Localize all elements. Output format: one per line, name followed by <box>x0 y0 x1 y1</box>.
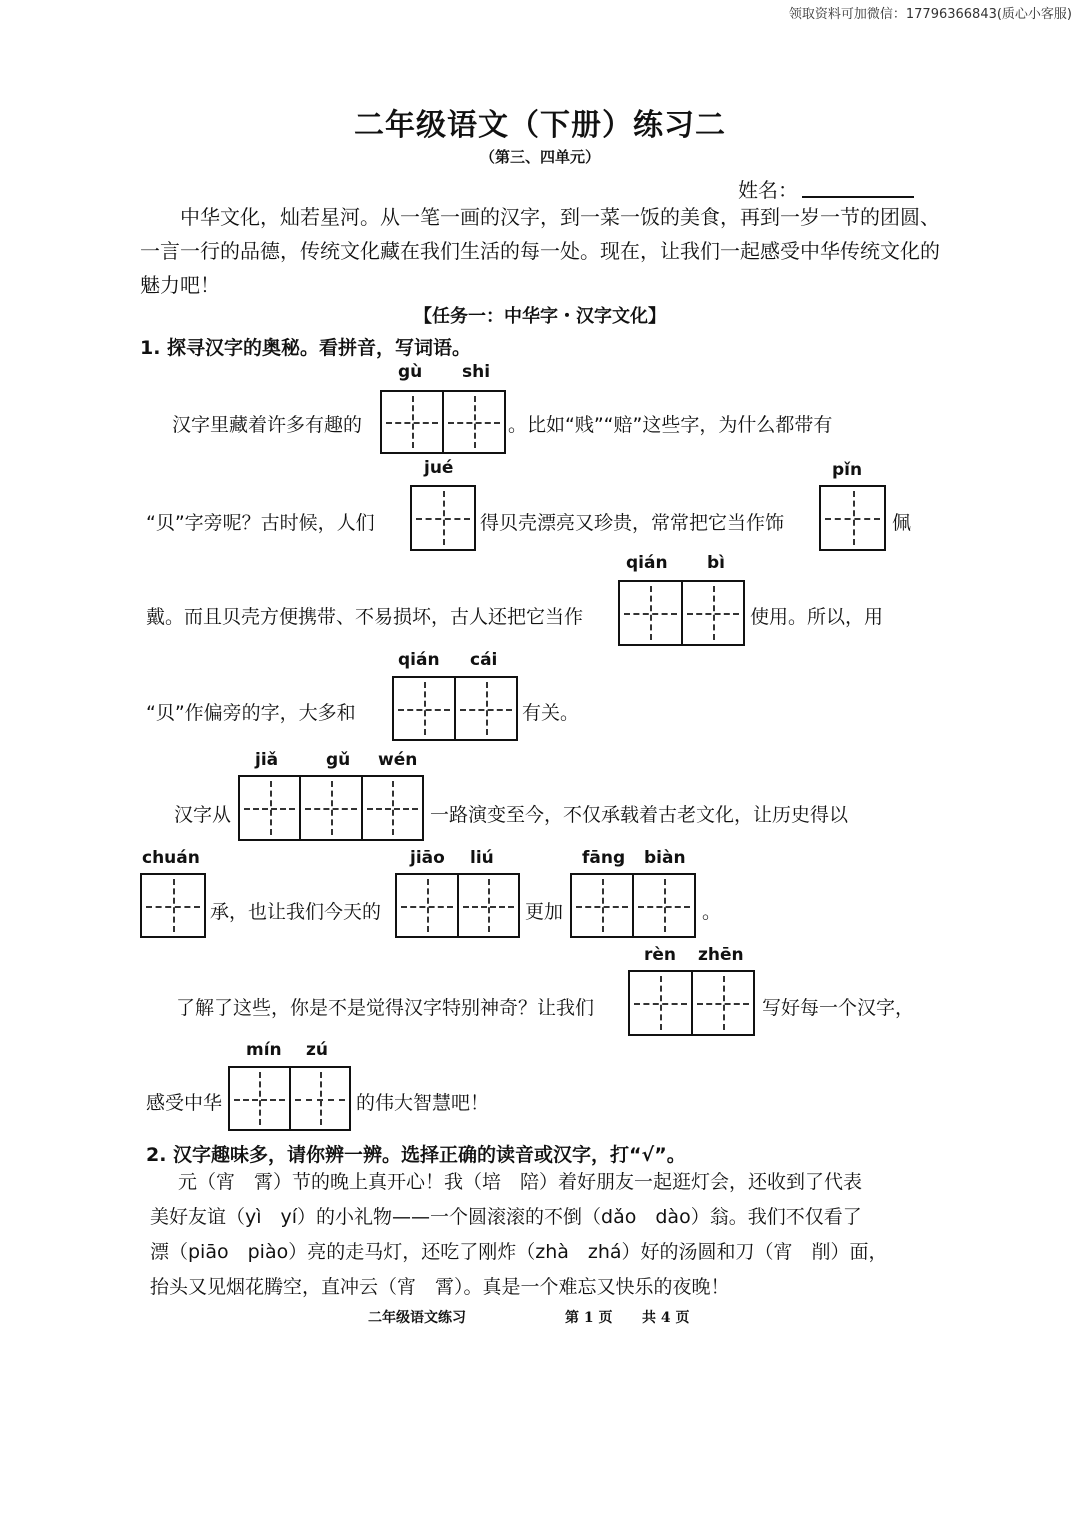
pinyin-liu: liú <box>470 848 494 868</box>
writing-grid-minzu[interactable] <box>228 1066 351 1131</box>
pinyin-gu: gù <box>398 362 423 382</box>
pinyin-jiao: jiāo <box>410 848 445 868</box>
name-blank[interactable] <box>802 196 914 198</box>
intro-paragraph: 中华文化，灿若星河。从一笔一画的汉字，到一菜一饭的美食，再到一岁一节的团圆、一言一行的品德，传统文化藏在我们生活的每一处。现在，让我们一起感受中华传统文化的魅力吧！ <box>140 205 940 297</box>
pinyin-fang: fāng <box>582 848 626 868</box>
sentence-text: 汉字里藏着许多有趣的 <box>172 414 363 436</box>
sentence-text: 承，也让我们今天的 <box>210 901 382 923</box>
pinyin-bi: bì <box>707 553 725 573</box>
writing-grid-gushi[interactable] <box>380 390 506 454</box>
pinyin-bian: biàn <box>644 848 686 868</box>
pinyin-zu: zú <box>306 1040 328 1060</box>
sentence-text: “贝”作偏旁的字，大多和 <box>146 702 356 724</box>
footer-label: 二年级语文练习 <box>368 1310 466 1326</box>
sentence-text: 戴。而且贝壳方便携带、不易损坏，古人还把它当作 <box>146 606 584 628</box>
sentence-text: 佩 <box>892 512 912 534</box>
pinyin-wen: wén <box>378 750 418 770</box>
page-number: 第 1 页 <box>565 1310 613 1326</box>
pinyin-qian: qián <box>398 650 440 670</box>
writing-grid-qiancai[interactable] <box>392 676 518 741</box>
pinyin-qian: qián <box>626 553 668 573</box>
sentence-text: 感受中华 <box>146 1092 223 1114</box>
sentence-text: 的伟大智慧吧！ <box>356 1092 490 1114</box>
pinyin-pin: pǐn <box>832 460 863 480</box>
pinyin-ren: rèn <box>644 945 677 965</box>
pinyin-cai: cái <box>470 650 498 670</box>
page-total: 共 4 页 <box>642 1310 690 1326</box>
pinyin-shi: shi <box>462 362 491 382</box>
watermark-text: 领取资料可加微信：17796366843(质心小客服) <box>788 7 1072 22</box>
writing-grid-fangbian[interactable] <box>570 873 696 938</box>
question-2-passage: 元（宵 霄）节的晚上真开心！我（培 陪）着好朋友一起逛灯会，还收到了代表 美好友谊（yì yí）的小礼物——一个圆滚滚的不倒（dǎo dào）翁。我们不仅看了 漂（piāo piào）亮的走马灯，还吃了刚炸（zhà zhá）好的汤圆和刀（宵 削）面， 抬头又见烟花腾空，直冲云（宵 霄）。真是一个难忘又快乐的夜晚！ <box>150 1171 888 1298</box>
writing-grid-jiaoliu[interactable] <box>395 873 520 938</box>
writing-grid-renzhen[interactable] <box>628 970 755 1036</box>
sentence-text: 汉字从 <box>174 804 232 826</box>
pinyin-min: mín <box>246 1040 282 1060</box>
sentence-text: 了解了这些，你是不是觉得汉字特别神奇？让我们 <box>176 997 595 1019</box>
sentence-text: 。比如“贱”“赔”这些字，为什么都带有 <box>508 414 833 436</box>
sentence-text: 。 <box>702 901 722 923</box>
pinyin-zhen: zhēn <box>698 945 744 965</box>
sentence-text: 有关。 <box>522 702 580 724</box>
writing-grid-qianbi[interactable] <box>618 580 745 646</box>
sentence-text: 一路演变至今，不仅承载着古老文化，让历史得以 <box>430 804 849 826</box>
name-label: 姓名： <box>738 178 798 202</box>
sentence-text: “贝”字旁呢？古时候，人们 <box>146 512 375 534</box>
question-2-title: 2. 汉字趣味多，请你辨一辨。选择正确的读音或汉字，打“√”。 <box>146 1144 686 1166</box>
pinyin-jia: jiǎ <box>255 750 279 770</box>
pinyin-jue: jué <box>424 458 454 478</box>
question-1-title: 1. 探寻汉字的奥秘。看拼音，写词语。 <box>140 337 472 359</box>
sentence-text: 更加 <box>525 901 564 923</box>
writing-grid-jue[interactable] <box>410 485 476 551</box>
writing-grid-jiaguwen[interactable] <box>238 775 424 841</box>
sentence-text: 使用。所以，用 <box>750 606 884 628</box>
page-title: 二年级语文（下册）练习二 <box>354 108 726 143</box>
task-one-heading: 【任务一：中华字・汉字文化】 <box>414 306 666 327</box>
writing-grid-pin[interactable] <box>819 485 886 551</box>
pinyin-gu: gǔ <box>326 750 351 770</box>
pinyin-chuan: chuán <box>142 848 200 868</box>
writing-grid-chuan[interactable] <box>140 873 206 938</box>
sentence-text: 写好每一个汉字， <box>762 997 915 1019</box>
sentence-text: 得贝壳漂亮又珍贵，常常把它当作饰 <box>480 512 785 534</box>
page-subtitle: （第三、四单元） <box>479 148 600 166</box>
